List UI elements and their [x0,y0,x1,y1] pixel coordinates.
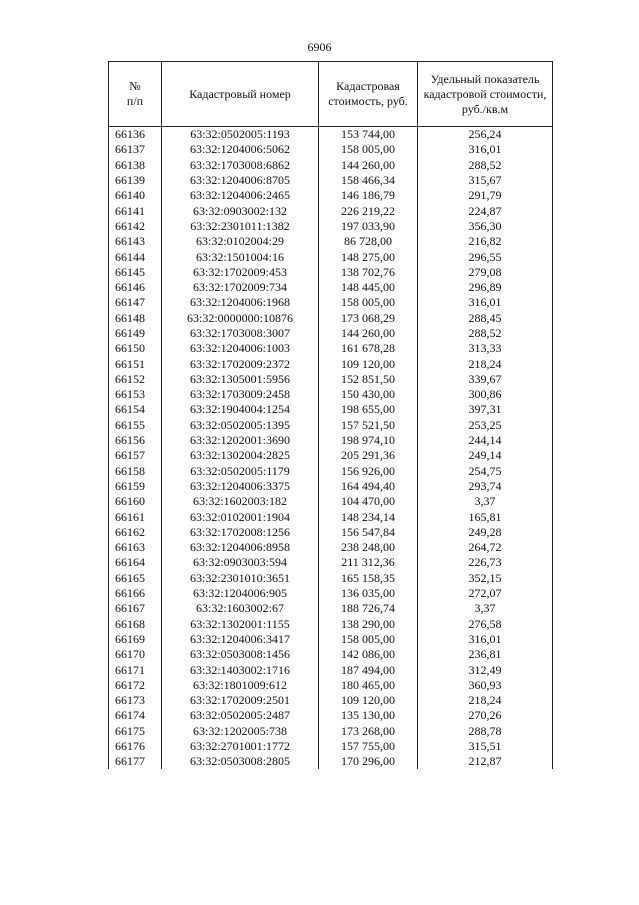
cadastral-number-cell: 63:32:1204006:8958 [162,540,319,555]
cadastral-number-cell: 63:32:1204006:3417 [162,632,319,647]
table-row [109,724,553,739]
cadastral-value-cell: 109 120,00 [319,693,418,708]
row-number-cell: 66147 [109,295,162,310]
row-number-cell: 66145 [109,265,162,280]
row-number-cell: 66138 [109,158,162,173]
row-number-cell: 66143 [109,234,162,249]
specific-value-cell: 339,67 [418,372,553,387]
specific-value-cell: 249,28 [418,525,553,540]
cadastral-number-cell: 63:32:0903002:132 [162,203,319,218]
row-number-cell: 66152 [109,372,162,387]
specific-value-cell: 216,82 [418,234,553,249]
specific-value-cell: 236,81 [418,647,553,662]
cadastral-number-cell: 63:32:1801009:612 [162,678,319,693]
specific-value-cell: 244,14 [418,433,553,448]
row-number-cell: 66160 [109,494,162,509]
cadastral-number-cell: 63:32:0102004:29 [162,234,319,249]
cadastral-value-cell: 158 005,00 [319,142,418,157]
cadastral-number-cell: 63:32:1702008:1256 [162,525,319,540]
cadastral-value-cell: 211 312,36 [319,555,418,570]
specific-value-cell: 288,52 [418,326,553,341]
cadastral-number-cell: 63:32:0102001:1904 [162,509,319,524]
specific-value-cell: 3,37 [418,494,553,509]
row-number-cell: 66168 [109,617,162,632]
cadastral-value-cell: 170 296,00 [319,754,418,769]
specific-value-cell: 316,01 [418,295,553,310]
specific-value-cell: 288,78 [418,724,553,739]
table-row [109,356,553,371]
row-number-cell: 66171 [109,662,162,677]
table-row [109,525,553,540]
cadastral-number-cell: 63:32:1204006:1968 [162,295,319,310]
table-row [109,571,553,586]
cadastral-number-cell: 63:32:1202005:738 [162,724,319,739]
row-number-cell: 66151 [109,356,162,371]
row-number-cell: 66146 [109,280,162,295]
table-row [109,326,553,341]
row-number-cell: 66169 [109,632,162,647]
specific-value-cell: 249,14 [418,448,553,463]
cadastral-number-cell: 63:32:1202001:3690 [162,433,319,448]
row-number-cell: 66175 [109,724,162,739]
cadastral-number-cell: 63:32:0502005:1193 [162,127,319,143]
specific-value-cell: 312,49 [418,662,553,677]
cadastral-value-cell: 164 494,40 [319,479,418,494]
specific-value-cell: 360,93 [418,678,553,693]
table-row [109,295,553,310]
cadastral-number-cell: 63:32:0503008:2805 [162,754,319,769]
specific-value-cell: 254,75 [418,464,553,479]
specific-value-cell: 397,31 [418,402,553,417]
specific-value-cell: 3,37 [418,601,553,616]
cadastral-value-cell: 198 974,10 [319,433,418,448]
cadastral-value-cell: 188 726,74 [319,601,418,616]
table-row [109,464,553,479]
row-number-cell: 66154 [109,402,162,417]
row-number-cell: 66161 [109,509,162,524]
specific-value-cell: 224,87 [418,203,553,218]
row-number-cell: 66142 [109,219,162,234]
cadastral-value-cell: 144 260,00 [319,158,418,173]
specific-value-cell: 288,45 [418,311,553,326]
specific-value-cell: 264,72 [418,540,553,555]
cadastral-value-cell: 173 068,29 [319,311,418,326]
row-number-cell: 66144 [109,249,162,264]
cadastral-number-cell: 63:32:1302004:2825 [162,448,319,463]
cadastral-value-cell: 157 521,50 [319,418,418,433]
cadastral-number-cell: 63:32:1302001:1155 [162,617,319,632]
cadastral-value-cell: 180 465,00 [319,678,418,693]
table-body [109,127,553,770]
table-row [109,479,553,494]
specific-value-cell: 316,01 [418,632,553,647]
cadastral-value-cell: 152 851,50 [319,372,418,387]
table-row [109,433,553,448]
table-row [109,387,553,402]
specific-value-cell: 165,81 [418,509,553,524]
cadastral-value-cell: 148 275,00 [319,249,418,264]
cadastral-number-cell: 63:32:1501004:16 [162,249,319,264]
table-row [109,219,553,234]
table-row [109,601,553,616]
cadastral-number-cell: 63:32:1702009:453 [162,265,319,280]
table-row [109,509,553,524]
page-number: 6906 [307,40,332,54]
table-row [109,739,553,754]
table-row [109,540,553,555]
table-row [109,693,553,708]
specific-value-cell: 293,74 [418,479,553,494]
cadastral-value-cell: 153 744,00 [319,127,418,143]
table-row [109,127,553,143]
cadastral-value-cell: 150 430,00 [319,387,418,402]
row-number-cell: 66141 [109,203,162,218]
table-row [109,158,553,173]
cadastral-value-cell: 158 466,34 [319,173,418,188]
cadastral-value-cell: 165 158,35 [319,571,418,586]
cadastral-number-cell: 63:32:0000000:10876 [162,311,319,326]
specific-value-cell: 272,07 [418,586,553,601]
table-row [109,402,553,417]
specific-value-cell: 356,30 [418,219,553,234]
table-row [109,280,553,295]
table-row [109,617,553,632]
specific-value-cell: 218,24 [418,356,553,371]
cadastral-number-cell: 63:32:1703008:6862 [162,158,319,173]
cadastral-number-cell: 63:32:1204006:2465 [162,188,319,203]
cadastral-number-cell: 63:32:2301011:1382 [162,219,319,234]
row-number-cell: 66170 [109,647,162,662]
specific-value-cell: 313,33 [418,341,553,356]
table-row [109,311,553,326]
cadastral-number-cell: 63:32:0903003:594 [162,555,319,570]
header-cadastral-number: Кадастровый номер [162,62,319,127]
cadastral-number-cell: 63:32:1204006:905 [162,586,319,601]
cadastral-value-cell: 109 120,00 [319,356,418,371]
table-header-row [109,62,553,127]
cadastral-value-cell: 86 728,00 [319,234,418,249]
table-row [109,754,553,769]
table-row [109,448,553,463]
table-row [109,662,553,677]
cadastral-value-cell: 136 035,00 [319,586,418,601]
cadastral-number-cell: 63:32:1204006:8705 [162,173,319,188]
row-number-cell: 66159 [109,479,162,494]
specific-value-cell: 253,25 [418,418,553,433]
table-row [109,586,553,601]
table-row [109,372,553,387]
table-row [109,708,553,723]
specific-value-cell: 291,79 [418,188,553,203]
specific-value-cell: 279,08 [418,265,553,280]
table-row [109,632,553,647]
cadastral-number-cell: 63:32:0503008:1456 [162,647,319,662]
cadastral-number-cell: 63:32:1703008:3007 [162,326,319,341]
cadastral-number-cell: 63:32:1702009:734 [162,280,319,295]
table-row [109,494,553,509]
table-row [109,341,553,356]
cadastral-value-cell: 158 005,00 [319,295,418,310]
row-number-cell: 66177 [109,754,162,769]
cadastral-value-cell: 226 219,22 [319,203,418,218]
cadastral-number-cell: 63:32:1305001:5956 [162,372,319,387]
specific-value-cell: 218,24 [418,693,553,708]
row-number-cell: 66157 [109,448,162,463]
row-number-cell: 66166 [109,586,162,601]
specific-value-cell: 315,51 [418,739,553,754]
cadastral-number-cell: 63:32:1702009:2501 [162,693,319,708]
specific-value-cell: 296,89 [418,280,553,295]
cadastral-value-cell: 156 547,84 [319,525,418,540]
row-number-cell: 66137 [109,142,162,157]
cadastral-number-cell: 63:32:1403002:1716 [162,662,319,677]
cadastral-value-cell: 187 494,00 [319,662,418,677]
cadastral-table [108,61,553,769]
table-row [109,203,553,218]
cadastral-value-cell: 197 033,90 [319,219,418,234]
table-row [109,555,553,570]
row-number-cell: 66149 [109,326,162,341]
cadastral-number-cell: 63:32:1603002:67 [162,601,319,616]
cadastral-number-cell: 63:32:1702009:2372 [162,356,319,371]
header-cadastral-value: Кадастровая стоимость, руб. [319,62,418,127]
specific-value-cell: 300,86 [418,387,553,402]
cadastral-value-cell: 198 655,00 [319,402,418,417]
specific-value-cell: 316,01 [418,142,553,157]
specific-value-cell: 352,15 [418,571,553,586]
row-number-cell: 66173 [109,693,162,708]
specific-value-cell: 315,67 [418,173,553,188]
cadastral-number-cell: 63:32:1204006:3375 [162,479,319,494]
row-number-cell: 66162 [109,525,162,540]
specific-value-cell: 256,24 [418,127,553,143]
table-row [109,249,553,264]
header-specific-value: Удельный показатель кадастровой стоимости, руб./кв.м [418,62,553,127]
header-row-number: № п/п [109,62,162,127]
row-number-cell: 66156 [109,433,162,448]
cadastral-number-cell: 63:32:2701001:1772 [162,739,319,754]
row-number-cell: 66153 [109,387,162,402]
row-number-cell: 66150 [109,341,162,356]
table-row [109,142,553,157]
cadastral-number-cell: 63:32:1204006:1003 [162,341,319,356]
cadastral-value-cell: 173 268,00 [319,724,418,739]
row-number-cell: 66136 [109,127,162,143]
cadastral-value-cell: 135 130,00 [319,708,418,723]
table-row [109,188,553,203]
row-number-cell: 66155 [109,418,162,433]
cadastral-value-cell: 157 755,00 [319,739,418,754]
table-row [109,678,553,693]
row-number-cell: 66139 [109,173,162,188]
row-number-cell: 66174 [109,708,162,723]
row-number-cell: 66172 [109,678,162,693]
row-number-cell: 66167 [109,601,162,616]
cadastral-value-cell: 148 445,00 [319,280,418,295]
row-number-cell: 66163 [109,540,162,555]
cadastral-number-cell: 63:32:0502005:2487 [162,708,319,723]
cadastral-value-cell: 238 248,00 [319,540,418,555]
cadastral-value-cell: 158 005,00 [319,632,418,647]
cadastral-value-cell: 138 290,00 [319,617,418,632]
cadastral-number-cell: 63:32:2301010:3651 [162,571,319,586]
cadastral-value-cell: 161 678,28 [319,341,418,356]
row-number-cell: 66140 [109,188,162,203]
cadastral-number-cell: 63:32:0502005:1395 [162,418,319,433]
row-number-cell: 66148 [109,311,162,326]
specific-value-cell: 270,26 [418,708,553,723]
cadastral-value-cell: 138 702,76 [319,265,418,280]
cadastral-value-cell: 146 186,79 [319,188,418,203]
cadastral-value-cell: 142 086,00 [319,647,418,662]
cadastral-value-cell: 144 260,00 [319,326,418,341]
cadastral-number-cell: 63:32:1602003:182 [162,494,319,509]
row-number-cell: 66176 [109,739,162,754]
specific-value-cell: 226,73 [418,555,553,570]
table-row [109,265,553,280]
cadastral-number-cell: 63:32:1204006:5062 [162,142,319,157]
cadastral-number-cell: 63:32:0502005:1179 [162,464,319,479]
table-row [109,234,553,249]
row-number-cell: 66165 [109,571,162,586]
cadastral-value-cell: 156 926,00 [319,464,418,479]
specific-value-cell: 288,52 [418,158,553,173]
cadastral-value-cell: 148 234,14 [319,509,418,524]
specific-value-cell: 276,58 [418,617,553,632]
cadastral-number-cell: 63:32:1703009:2458 [162,387,319,402]
cadastral-number-cell: 63:32:1904004:1254 [162,402,319,417]
table-row [109,173,553,188]
cadastral-value-cell: 104 470,00 [319,494,418,509]
cadastral-value-cell: 205 291,36 [319,448,418,463]
row-number-cell: 66158 [109,464,162,479]
specific-value-cell: 296,55 [418,249,553,264]
row-number-cell: 66164 [109,555,162,570]
specific-value-cell: 212,87 [418,754,553,769]
table-row [109,418,553,433]
table-row [109,647,553,662]
